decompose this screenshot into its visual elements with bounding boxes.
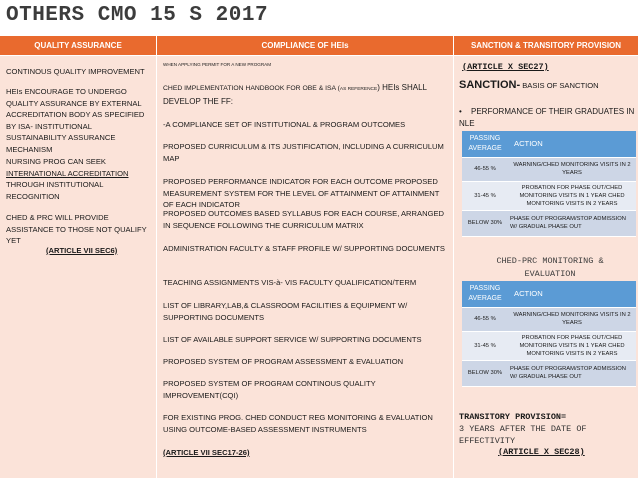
sanction-ref1-text: (ARTICLE X SEC27): [462, 62, 549, 72]
compliance-item-7: LIST OF LIBRARY,LAB,& CLASSROOM FACILITIES & EQUIPMENT W/ SUPPORTING DOCUMENTS: [163, 301, 408, 322]
evaluation-title: CHED-PRC MONITORING & EVALUATION: [496, 256, 604, 279]
compliance-item-9: PROPOSED SYSTEM OF PROGRAM ASSESSMENT & EVALUATION: [163, 357, 404, 366]
table-cell: WARNING/CHED MONITORING VISITS IN 2 YEARS: [508, 157, 636, 181]
table-cell: WARNING/CHED MONITORING VISITS IN 2 YEARS: [508, 307, 636, 331]
compliance-item-10: PROPOSED SYSTEM OF PROGRAM CONTINOUS QUALITY IMPROVEMENT(CQI): [163, 379, 376, 400]
compliance-handbook-c: ) HEIs SHALL DEVELOP THE FF:: [163, 83, 427, 106]
qa-institutional-recognition: THROUGH INSTITUTIONAL RECOGNITION: [6, 180, 104, 201]
table-row: [462, 157, 636, 181]
compliance-item-6: TEACHING ASSIGNMENTS VIS-à- VIS FACULTY QUALIFICATION/TERM: [163, 278, 417, 287]
table-row: [462, 181, 636, 210]
qa-continuous-improvement: CONTINOUS QUALITY IMPROVEMENT: [6, 67, 145, 76]
table-header-passing: PASSING AVERAGE: [462, 281, 508, 307]
compliance-item-11: FOR EXISTING PROG. CHED CONDUCT REG MONITORING & EVALUATION USING OUTCOME-BASED ASSESSMENT INSTRUMENTS: [163, 413, 433, 434]
compliance-article-reference: (ARTICLE VII SEC17-26): [163, 448, 250, 457]
sanction-table: [462, 131, 636, 237]
compliance-item-2: PROPOSED CURRICULUM & ITS JUSTIFICATION, INCLUDING A CURRICULUM MAP: [163, 142, 444, 163]
transitory-provision-body: 3 YEARS AFTER THE DATE OF EFFECTIVITY: [459, 424, 587, 446]
table-row: [462, 360, 636, 386]
compliance-item-3: PROPOSED PERFORMANCE INDICATOR FOR EACH OUTCOME PROPOSED MEASUREMENT SYSTEM FOR THE LEVEL OF ATTAINMENT OF ATTAINMENT OF EACH INDICATOR: [163, 177, 440, 209]
page-title: OTHERS CMO 15 S 2017: [6, 4, 269, 27]
table-cell: 46-55 %: [462, 307, 508, 331]
evaluation-table: [462, 281, 636, 387]
sanction-heading-label: SANCTION-: [459, 79, 521, 91]
table-cell: PROBATION FOR PHASE OUT/CHED MONITORING VISITS IN 1 YEAR CHED MONITORING VISITS IN 2 YEARS: [508, 331, 636, 360]
compliance-item-8: LIST OF AVAILABLE SUPPORT SERVICE W/ SUPPORTING DOCUMENTS: [163, 335, 422, 344]
table-cell: 31-45 %: [462, 181, 508, 210]
qa-article-reference: (ARTICLE VII SEC6): [46, 246, 118, 255]
table-row: [462, 210, 636, 236]
compliance-item-1: -A COMPLIANCE SET OF INSTITUTIONAL & PROGRAM OUTCOMES: [163, 120, 406, 129]
table-header-row: [462, 281, 636, 307]
qa-nursing-accreditation: [6, 156, 154, 202]
table-header-action: ACTION: [508, 281, 636, 307]
sanction-heading-basis: BASIS OF SANCTION: [520, 81, 599, 90]
header-sanction: SANCTION & TRANSITORY PROVISION: [454, 36, 638, 55]
compliance-small-note: WHEN APPLYING PERMIT FOR A NEW PROGRAM: [163, 62, 272, 67]
table-cell: BELOW 30%: [462, 210, 508, 236]
qa-nursing-line1: NURSING PROG CAN SEEK: [6, 157, 107, 166]
table-header-row: [462, 131, 636, 157]
qa-external-accreditation: HEIs ENCOURAGE TO UNDERGO QUALITY ASSURANCE BY EXTERNAL ACCREDITATION BODY AS SPECIFIED BY ISA- INSTITUTIONAL SUSTAINABILITY ASSURANCE MECHANISM: [6, 87, 145, 154]
compliance-handbook-a: CHED IMPLEMENTATION HANDBOOK FOR OBE & ISA (: [163, 85, 340, 92]
sanction-bullet-text: PERFORMANCE OF THEIR GRADUATES IN NLE: [459, 107, 635, 128]
bullet-icon: •: [459, 107, 462, 116]
sanction-article-ref-2: (ARTICLE X SEC28): [498, 447, 585, 457]
sanction-bullet: [459, 106, 637, 129]
header-quality-assurance: QUALITY ASSURANCE: [0, 36, 156, 55]
table-row: [462, 331, 636, 360]
compliance-handbook: [163, 82, 448, 107]
table-header-passing: PASSING AVERAGE: [462, 131, 508, 157]
compliance-item-5: ADMINISTRATION FACULTY & STAFF PROFILE W/ SUPPORTING DOCUMENTS: [163, 244, 445, 253]
table-row: [462, 307, 636, 331]
table-cell: 46-55 %: [462, 157, 508, 181]
table-cell: 31-45 %: [462, 331, 508, 360]
transitory-provision-heading: TRANSITORY PROVISION=: [459, 412, 567, 422]
table-cell: PHASE OUT PROGRAM/STOP ADMISSION W/ GRADUAL PHASE OUT: [508, 360, 636, 386]
header-compliance: COMPLIANCE OF HEIs: [157, 36, 453, 55]
sanction-heading: [459, 80, 637, 92]
table-cell: PHASE OUT PROGRAM/STOP ADMISSION W/ GRADUAL PHASE OUT: [508, 210, 636, 236]
table-cell: PROBATION FOR PHASE OUT/CHED MONITORING VISITS IN 1 YEAR CHED MONITORING VISITS IN 2 YEARS: [508, 181, 636, 210]
sanction-article-ref-1: [462, 62, 549, 74]
table-cell: BELOW 30%: [462, 360, 508, 386]
qa-international-accreditation: INTERNATIONAL ACCREDITATION: [6, 168, 129, 178]
compliance-item-4: PROPOSED OUTCOMES BASED SYLLABUS FOR EACH COURSE, ARRANGED IN SEQUENCE FOLLOWING THE CURRICULUM MATRIX: [163, 209, 445, 230]
qa-ched-prc-assistance: CHED & PRC WILL PROVIDE ASSISTANCE TO THOSE NOT QUALIFY YET: [6, 213, 147, 245]
table-header-action: ACTION: [508, 131, 636, 157]
compliance-handbook-b: AS REFERENCE: [339, 87, 378, 92]
